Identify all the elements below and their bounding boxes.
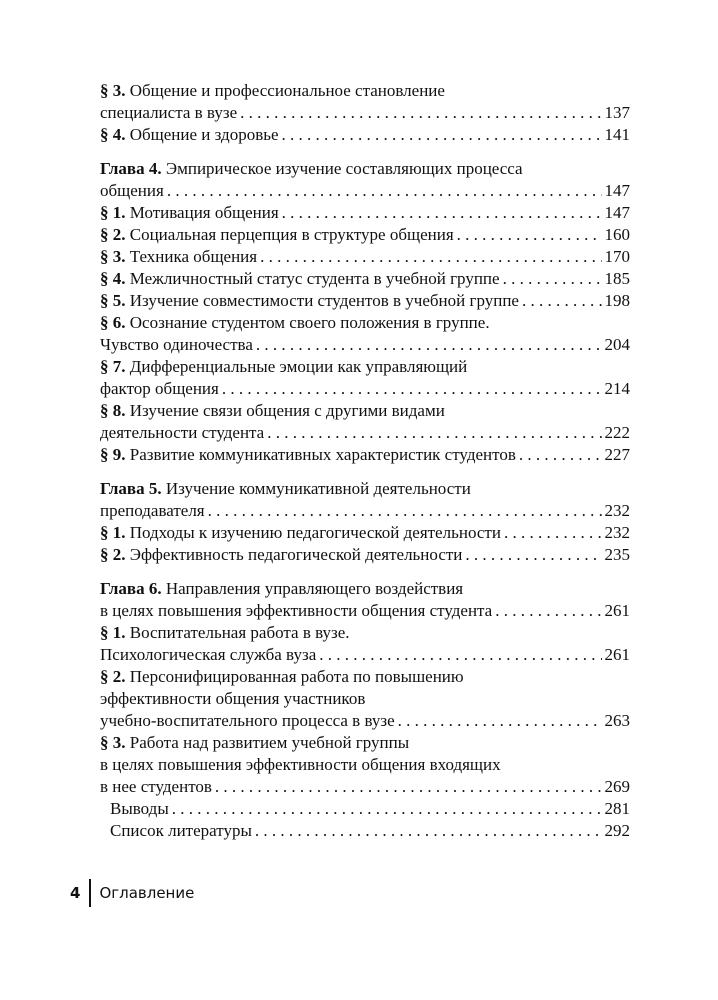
- dot-leader: [465, 544, 601, 566]
- toc-entry-title: преподавателя: [100, 501, 205, 520]
- toc-entry-text: эффективности общения участников: [100, 689, 366, 708]
- toc-entry-line: [100, 80, 630, 102]
- dot-leader: [172, 798, 602, 820]
- toc-entry-label: § 6.: [100, 313, 126, 332]
- toc-entry[interactable]: [100, 820, 630, 842]
- toc-entry-text: в целях повышения эффективности общения входящих: [100, 755, 501, 774]
- toc-entry-label: § 1.: [100, 523, 126, 542]
- toc-entry[interactable]: [100, 578, 630, 622]
- dot-leader: [282, 124, 602, 146]
- dot-leader: [260, 246, 601, 268]
- toc-entry-label: § 9.: [100, 445, 126, 464]
- dot-leader: [522, 290, 602, 312]
- dot-leader: [519, 444, 602, 466]
- page-footer: [70, 878, 194, 908]
- toc-page-number: 147: [604, 203, 630, 222]
- toc-entry-label: Глава 6.: [100, 579, 162, 598]
- toc-entry-line: [100, 356, 630, 378]
- dot-leader: [319, 644, 601, 666]
- toc-entry-line: [100, 754, 630, 776]
- toc-entry[interactable]: [100, 444, 630, 466]
- toc-entry-title: § 4. Общение и здоровье: [100, 125, 279, 144]
- toc-entry-label: § 2.: [100, 545, 126, 564]
- toc-page-number: 141: [604, 125, 630, 144]
- toc-page-number: 222: [604, 423, 630, 442]
- toc-entry-text: Общение и профессиональное становление: [129, 81, 445, 100]
- toc-page-number: 160: [604, 225, 630, 244]
- toc-entry[interactable]: [100, 544, 630, 566]
- toc-page-number: 204: [604, 335, 630, 354]
- toc-entry-label: § 4.: [100, 269, 126, 288]
- toc-page-number: 214: [604, 379, 630, 398]
- dot-leader: [222, 378, 602, 400]
- toc-entry-title: общения: [100, 181, 164, 200]
- running-header-title: Оглавление: [99, 884, 195, 902]
- toc-entry-title: § 2. Эффективность педагогической деятельности: [100, 545, 463, 564]
- dot-leader: [267, 422, 601, 444]
- toc-page-number: 137: [604, 103, 630, 122]
- dot-leader: [457, 224, 602, 246]
- toc-entry[interactable]: [100, 312, 630, 356]
- toc-page-number: 198: [604, 291, 630, 310]
- toc-entry[interactable]: [100, 124, 630, 146]
- toc-entry[interactable]: [100, 478, 630, 522]
- toc-entry-line: [100, 312, 630, 334]
- toc-entry-line: [100, 400, 630, 422]
- toc-entry-title: § 4. Межличностный статус студента в учебной группе: [100, 269, 500, 288]
- toc-entry-title: специалиста в вузе: [100, 103, 238, 122]
- toc-entry-line: [100, 478, 630, 500]
- toc-entry-title: деятельности студента: [100, 423, 265, 442]
- toc-entry[interactable]: [100, 246, 630, 268]
- toc-entry-title: § 5. Изучение совместимости студентов в учебной группе: [100, 291, 519, 310]
- toc-entry-text: Персонифицированная работа по повышению: [129, 667, 464, 686]
- toc-page-number: 292: [604, 821, 630, 840]
- toc-entry-text: Изучение коммуникативной деятельности: [165, 479, 471, 498]
- toc-page-number: 147: [604, 181, 630, 200]
- toc-entry-title: Психологическая служба вуза: [100, 645, 317, 664]
- toc-page-number: 269: [604, 777, 630, 796]
- toc-entry-label: § 1.: [100, 623, 126, 642]
- dot-leader: [240, 102, 601, 124]
- toc-entry[interactable]: [100, 522, 630, 544]
- toc-entry-line: [100, 732, 630, 754]
- toc-entry-label: § 7.: [100, 357, 126, 376]
- toc-entry-line: [100, 666, 630, 688]
- toc-entry[interactable]: [100, 268, 630, 290]
- toc-entry-text: Воспитательная работа в вузе.: [129, 623, 350, 642]
- toc-page-number: 261: [604, 645, 630, 664]
- toc-entry-text: Направления управляющего воздействия: [165, 579, 464, 598]
- toc-page-number: 185: [604, 269, 630, 288]
- toc-page-number: 232: [604, 501, 630, 520]
- toc-entry-label: Глава 5.: [100, 479, 162, 498]
- toc-entry-label: § 3.: [100, 247, 126, 266]
- toc-page-number: 232: [604, 523, 630, 542]
- footer-divider: [89, 879, 91, 907]
- dot-leader: [398, 710, 602, 732]
- toc-entry-label: § 2.: [100, 667, 126, 686]
- toc-entry-title: фактор общения: [100, 379, 219, 398]
- toc-entry-title: Список литературы: [110, 821, 252, 840]
- toc-entry-title: § 2. Социальная перцепция в структуре общения: [100, 225, 454, 244]
- toc-entry-label: § 3.: [100, 81, 126, 100]
- toc-entry[interactable]: [100, 732, 630, 798]
- toc-entry[interactable]: [100, 400, 630, 444]
- toc-entry-line: [100, 158, 630, 180]
- toc-entry[interactable]: [100, 202, 630, 224]
- dot-leader: [255, 820, 602, 842]
- toc-entry-text: Осознание студентом своего положения в группе.: [129, 313, 490, 332]
- table-of-contents: [100, 80, 630, 842]
- dot-leader: [167, 180, 602, 202]
- toc-entry-text: Эмпирическое изучение составляющих процесса: [165, 159, 523, 178]
- toc-entry-text: Дифференциальные эмоции как управляющий: [129, 357, 468, 376]
- toc-entry-title: § 3. Техника общения: [100, 247, 258, 266]
- toc-entry[interactable]: [100, 666, 630, 732]
- toc-entry[interactable]: [100, 224, 630, 246]
- toc-entry[interactable]: [100, 158, 630, 202]
- toc-entry-label: § 3.: [100, 733, 126, 752]
- page-number: 4: [70, 884, 81, 902]
- toc-entry-title: учебно-воспитательного процесса в вузе: [100, 711, 395, 730]
- toc-entry-text: Работа над развитием учебной группы: [129, 733, 410, 752]
- toc-entry-title: в нее студентов: [100, 777, 212, 796]
- toc-entry-title: Выводы: [110, 799, 169, 818]
- toc-entry[interactable]: [100, 622, 630, 666]
- toc-entry[interactable]: [100, 356, 630, 400]
- toc-entry-title: в целях повышения эффективности общения студента: [100, 601, 493, 620]
- toc-entry-label: Глава 4.: [100, 159, 162, 178]
- toc-entry-label: § 8.: [100, 401, 126, 420]
- toc-entry[interactable]: [100, 798, 630, 820]
- toc-page-number: 227: [604, 445, 630, 464]
- toc-page-number: 281: [604, 799, 630, 818]
- toc-entry-label: § 2.: [100, 225, 126, 244]
- toc-page-number: 170: [604, 247, 630, 266]
- dot-leader: [495, 600, 601, 622]
- toc-page-number: 263: [604, 711, 630, 730]
- dot-leader: [256, 334, 602, 356]
- dot-leader: [208, 500, 602, 522]
- toc-entry-title: Чувство одиночества: [100, 335, 253, 354]
- toc-entry-line: [100, 578, 630, 600]
- dot-leader: [503, 268, 602, 290]
- toc-entry-title: § 9. Развитие коммуникативных характеристик студентов: [100, 445, 516, 464]
- dot-leader: [215, 776, 602, 798]
- toc-entry-title: § 1. Мотивация общения: [100, 203, 279, 222]
- toc-page-number: 261: [604, 601, 630, 620]
- toc-entry-line: [100, 688, 630, 710]
- toc-entry-text: Изучение связи общения с другими видами: [129, 401, 445, 420]
- toc-page-number: 235: [604, 545, 630, 564]
- toc-entry-label: § 1.: [100, 203, 126, 222]
- dot-leader: [282, 202, 602, 224]
- dot-leader: [504, 522, 602, 544]
- toc-entry[interactable]: [100, 80, 630, 124]
- toc-entry-line: [100, 622, 630, 644]
- toc-entry-label: § 4.: [100, 125, 126, 144]
- toc-entry-label: § 5.: [100, 291, 126, 310]
- toc-entry-title: § 1. Подходы к изучению педагогической деятельности: [100, 523, 501, 542]
- toc-entry[interactable]: [100, 290, 630, 312]
